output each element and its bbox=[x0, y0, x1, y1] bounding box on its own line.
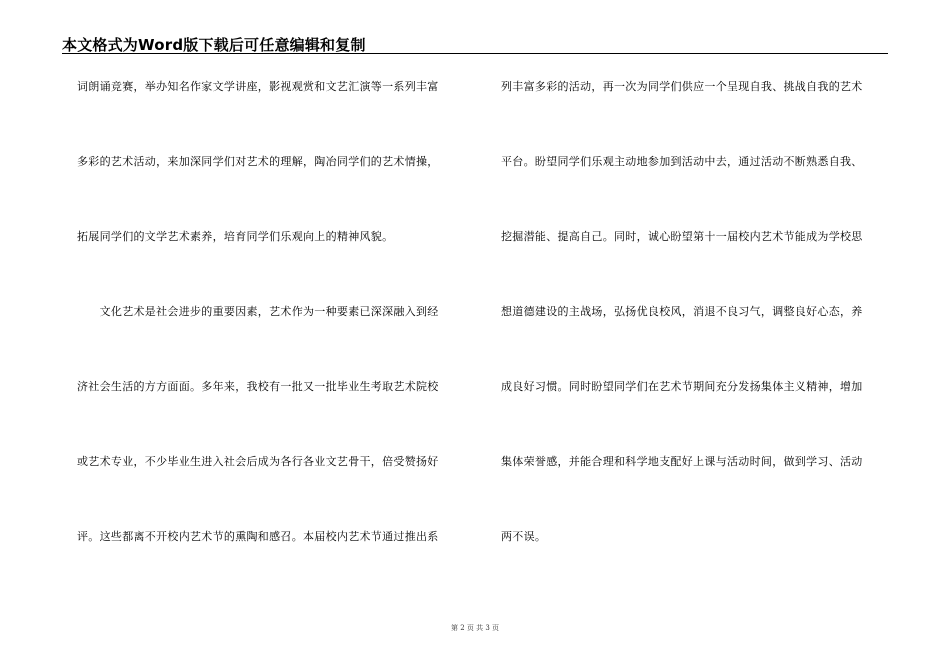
text-line: 两不误。 bbox=[501, 530, 547, 543]
document-header-title: 本文格式为Word版下载后可任意编辑和复制 bbox=[62, 36, 366, 54]
page-number-footer: 第 2 页 共 3 页 bbox=[450, 624, 500, 632]
text-line: 文化艺术是社会进步的重要因素，艺术作为一种要素已深深融入到经 bbox=[77, 305, 439, 318]
text-line: 多彩的艺术活动，来加深同学们对艺术的理解，陶冶同学们的艺术情操， bbox=[77, 155, 439, 168]
text-line: 济社会生活的方方面面。多年来，我校有一批又一批毕业生考取艺术院校 bbox=[77, 380, 439, 393]
text-line: 列丰富多彩的活动，再一次为同学们供应一个呈现自我、挑战自我的艺术 bbox=[501, 80, 863, 93]
header-divider bbox=[62, 53, 888, 54]
text-line: 平台。盼望同学们乐观主动地参加到活动中去，通过活动不断熟悉自我、 bbox=[501, 155, 863, 168]
text-line: 评。这些都离不开校内艺术节的熏陶和感召。本届校内艺术节通过推出系 bbox=[77, 530, 439, 543]
text-line: 成良好习惯。同时盼望同学们在艺术节期间充分发扬集体主义精神，增加 bbox=[501, 380, 863, 393]
text-line: 词朗诵竞赛，举办知名作家文学讲座，影视观赏和文艺汇演等一系列丰富 bbox=[77, 80, 439, 93]
text-line: 挖掘潜能、提高自己。同时，诚心盼望第十一届校内艺术节能成为学校思 bbox=[501, 230, 863, 243]
text-line: 集体荣誉感，并能合理和科学地支配好上课与活动时间，做到学习、活动 bbox=[501, 455, 863, 468]
text-line: 拓展同学们的文学艺术素养，培育同学们乐观向上的精神风貌。 bbox=[77, 230, 394, 243]
text-line: 或艺术专业，不少毕业生进入社会后成为各行各业文艺骨干，倍受赞扬好 bbox=[77, 455, 439, 468]
text-line: 想道德建设的主战场，弘扬优良校风，消退不良习气，调整良好心态，养 bbox=[501, 305, 863, 318]
